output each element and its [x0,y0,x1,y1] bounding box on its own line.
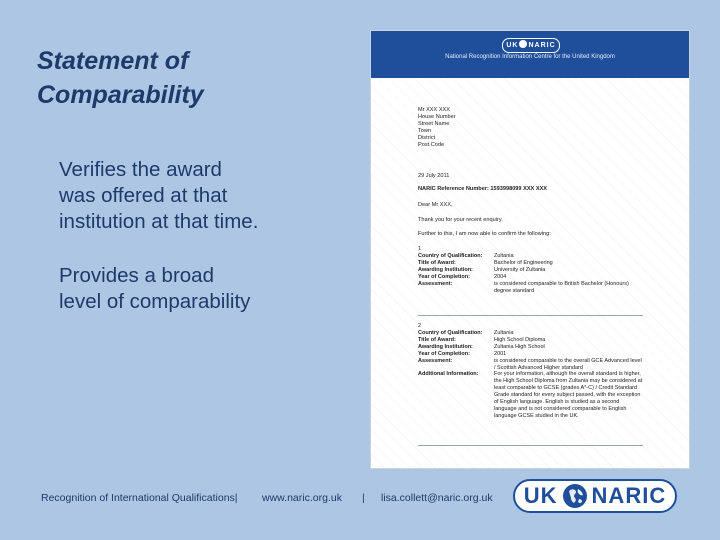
logo-text-right: NARIC [591,483,667,508]
letter-header [371,31,689,78]
record-value: 2004 [494,273,507,280]
record-value: Zultania [494,330,514,336]
letter-logo-left: UK [506,42,519,49]
statement-letter-image [371,31,689,468]
address-line: Post Code [418,142,445,148]
globe-icon [562,483,588,509]
letter-logo-right: NARIC [528,42,556,49]
letter-further: Further to this, I am now able to confirm the following: [418,231,551,237]
divider [418,315,643,316]
record-label: Awarding Institution: [418,343,473,350]
record-value: Zultania High School [494,343,545,350]
record-label: Country of Qualification: [418,330,483,336]
globe-icon [519,40,527,48]
address-line: Town [418,128,432,134]
letter-address [418,107,456,149]
address-line: Mr XXX XXX [418,107,451,113]
record-value: For your information, although the overall standard is higher, the High School Diploma from Zultania may be considered at least comparable to GCSE (grades A*-C) / Credit Standard Grade standard for every subject passed, with the exception of English language. English is studied as a second language and is not considered comparable to English language GCSE studied in the UK. [494,371,643,419]
bullet-line: institution at that time. [59,210,259,233]
footer-email-link[interactable]: lisa.collett@naric.org.uk [381,492,493,504]
record-label: Country of Qualification: [418,253,483,259]
address-line: House Number [418,114,456,120]
record-label: Additional Information: [418,371,479,378]
letter-record-1 [418,245,643,294]
record-label: Year of Completion: [418,350,470,357]
address-line: Street Name [418,121,450,127]
record-label: Assessment: [418,357,453,364]
bullet-line: Provides a broad [59,264,214,287]
record-label: Title of Award: [418,336,456,343]
address-line: District [418,135,436,141]
letter-header-subtitle: National Recognition Information Centre for the United Kingdom [445,54,615,60]
bullet-line: Verifies the award [59,158,222,181]
record-number: 1 [418,246,422,252]
bullet-broad-comparability [59,263,359,315]
bullet-line: level of comparability [59,290,251,313]
slide-title [37,44,337,112]
slide-title-line-2: Comparability [37,81,204,109]
letter-date: 29 July 2011 [418,173,450,179]
record-number: 2 [418,323,422,329]
record-value: is considered comparable to the overall GCE Advanced level / Scottish Advanced Higher standard [494,357,642,371]
letter-salutation: Dear Mr XXX, [418,202,453,208]
record-value: is considered comparable to British Bachelor (Honours) degree standard [494,280,629,294]
record-label: Awarding Institution: [418,266,473,273]
bullet-verifies-award [59,157,359,235]
letter-reference: NARIC Reference Number: 1593998099 XXX XXX [418,186,548,192]
footer-org: Recognition of International Qualifications| [41,492,238,504]
letter-header-logo [502,38,560,53]
footer-separator: | [362,492,365,504]
record-value: Bachelor of Engineering [494,259,553,266]
record-value: University of Zultania [494,266,546,273]
record-label: Assessment: [418,280,453,287]
record-label: Year of Completion: [418,273,470,280]
letter-thanks: Thank you for your recent enquiry. [418,217,503,223]
divider [418,445,643,446]
logo-text-left: UK [523,483,558,508]
record-value: High School Diploma [494,336,546,343]
uk-naric-logo [513,479,677,513]
letter-record-2 [418,322,643,420]
slide-title-line-1: Statement of [37,47,189,75]
footer-website-link[interactable]: www.naric.org.uk [262,492,342,504]
record-label: Title of Award: [418,259,456,266]
record-value: Zultania [494,253,514,259]
record-value: 2001 [494,350,507,357]
bullet-line: was offered at that [59,184,228,207]
